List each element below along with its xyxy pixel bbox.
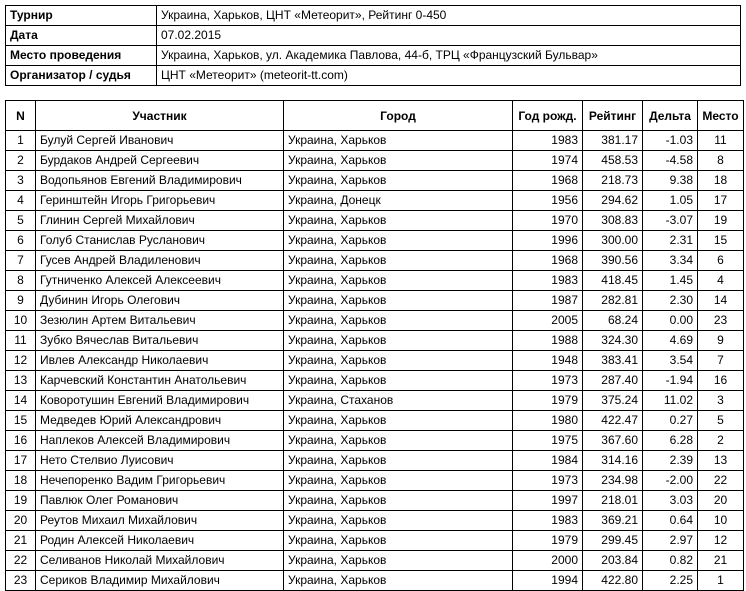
cell-place: 3 bbox=[698, 391, 744, 411]
cell-rating: 375.24 bbox=[583, 391, 643, 411]
cell-birth-year: 1948 bbox=[513, 351, 583, 371]
cell-place: 23 bbox=[698, 311, 744, 331]
cell-birth-year: 1994 bbox=[513, 571, 583, 591]
cell-delta: 3.54 bbox=[643, 351, 698, 371]
cell-place: 18 bbox=[698, 171, 744, 191]
cell-city: Украина, Харьков bbox=[284, 271, 513, 291]
cell-city: Украина, Харьков bbox=[284, 371, 513, 391]
cell-birth-year: 1973 bbox=[513, 471, 583, 491]
col-header-city: Город bbox=[284, 101, 513, 131]
cell-rating: 383.41 bbox=[583, 351, 643, 371]
cell-participant: Зезюлин Артем Витальевич bbox=[36, 311, 284, 331]
cell-birth-year: 1956 bbox=[513, 191, 583, 211]
cell-participant: Ивлев Александр Николаевич bbox=[36, 351, 284, 371]
cell-participant: Бурдаков Андрей Сергеевич bbox=[36, 151, 284, 171]
cell-participant: Булуй Сергей Иванович bbox=[36, 131, 284, 151]
cell-rating: 282.81 bbox=[583, 291, 643, 311]
cell-participant: Родин Алексей Николаевич bbox=[36, 531, 284, 551]
cell-city: Украина, Харьков bbox=[284, 251, 513, 271]
results-header-row bbox=[6, 101, 744, 131]
results-table bbox=[5, 100, 744, 591]
cell-city: Украина, Харьков bbox=[284, 351, 513, 371]
cell-n: 15 bbox=[6, 411, 36, 431]
cell-delta: 3.03 bbox=[643, 491, 698, 511]
cell-participant: Медведев Юрий Александрович bbox=[36, 411, 284, 431]
table-row bbox=[6, 231, 744, 251]
cell-participant: Водопьянов Евгений Владимирович bbox=[36, 171, 284, 191]
info-value: ЦНТ «Метеорит» (meteorit-tt.com) bbox=[157, 66, 741, 86]
cell-city: Украина, Харьков bbox=[284, 431, 513, 451]
cell-participant: Голуб Станислав Русланович bbox=[36, 231, 284, 251]
cell-n: 11 bbox=[6, 331, 36, 351]
cell-rating: 418.45 bbox=[583, 271, 643, 291]
cell-delta: 0.00 bbox=[643, 311, 698, 331]
cell-delta: -3.07 bbox=[643, 211, 698, 231]
cell-place: 5 bbox=[698, 411, 744, 431]
info-row bbox=[6, 26, 741, 46]
cell-place: 22 bbox=[698, 471, 744, 491]
cell-birth-year: 1987 bbox=[513, 291, 583, 311]
cell-birth-year: 1968 bbox=[513, 171, 583, 191]
cell-delta: -2.00 bbox=[643, 471, 698, 491]
cell-birth-year: 2000 bbox=[513, 551, 583, 571]
cell-city: Украина, Харьков bbox=[284, 211, 513, 231]
table-row bbox=[6, 391, 744, 411]
cell-delta: -1.94 bbox=[643, 371, 698, 391]
cell-place: 1 bbox=[698, 571, 744, 591]
table-row bbox=[6, 311, 744, 331]
cell-delta: -4.58 bbox=[643, 151, 698, 171]
cell-city: Украина, Харьков bbox=[284, 291, 513, 311]
cell-city: Украина, Харьков bbox=[284, 471, 513, 491]
cell-rating: 234.98 bbox=[583, 471, 643, 491]
cell-rating: 422.80 bbox=[583, 571, 643, 591]
cell-place: 9 bbox=[698, 331, 744, 351]
cell-city: Украина, Харьков bbox=[284, 131, 513, 151]
cell-rating: 390.56 bbox=[583, 251, 643, 271]
cell-delta: 1.45 bbox=[643, 271, 698, 291]
col-header-rating: Рейтинг bbox=[583, 101, 643, 131]
cell-place: 16 bbox=[698, 371, 744, 391]
table-row bbox=[6, 511, 744, 531]
col-header-place: Место bbox=[698, 101, 744, 131]
cell-birth-year: 1997 bbox=[513, 491, 583, 511]
table-row bbox=[6, 151, 744, 171]
table-row bbox=[6, 211, 744, 231]
cell-n: 13 bbox=[6, 371, 36, 391]
cell-n: 2 bbox=[6, 151, 36, 171]
cell-birth-year: 1973 bbox=[513, 371, 583, 391]
cell-place: 21 bbox=[698, 551, 744, 571]
cell-birth-year: 1996 bbox=[513, 231, 583, 251]
cell-n: 7 bbox=[6, 251, 36, 271]
cell-place: 20 bbox=[698, 491, 744, 511]
cell-participant: Дубинин Игорь Олегович bbox=[36, 291, 284, 311]
cell-place: 4 bbox=[698, 271, 744, 291]
cell-birth-year: 1979 bbox=[513, 391, 583, 411]
table-row bbox=[6, 191, 744, 211]
cell-city: Украина, Стаханов bbox=[284, 391, 513, 411]
cell-rating: 300.00 bbox=[583, 231, 643, 251]
cell-city: Украина, Харьков bbox=[284, 491, 513, 511]
cell-n: 16 bbox=[6, 431, 36, 451]
info-value: Украина, Харьков, ул. Академика Павлова, 44-б, ТРЦ «Французский Бульвар» bbox=[157, 46, 741, 66]
col-header-delta: Дельта bbox=[643, 101, 698, 131]
cell-birth-year: 1983 bbox=[513, 511, 583, 531]
cell-birth-year: 1983 bbox=[513, 131, 583, 151]
cell-rating: 458.53 bbox=[583, 151, 643, 171]
cell-n: 17 bbox=[6, 451, 36, 471]
info-value: 07.02.2015 bbox=[157, 26, 741, 46]
table-row bbox=[6, 291, 744, 311]
cell-delta: -1.03 bbox=[643, 131, 698, 151]
cell-participant: Селиванов Николай Михайлович bbox=[36, 551, 284, 571]
cell-rating: 294.62 bbox=[583, 191, 643, 211]
table-row bbox=[6, 571, 744, 591]
cell-participant: Наплеков Алексей Владимирович bbox=[36, 431, 284, 451]
cell-rating: 422.47 bbox=[583, 411, 643, 431]
cell-rating: 324.30 bbox=[583, 331, 643, 351]
table-row bbox=[6, 451, 744, 471]
cell-participant: Гусев Андрей Владиленович bbox=[36, 251, 284, 271]
cell-city: Украина, Харьков bbox=[284, 451, 513, 471]
cell-rating: 381.17 bbox=[583, 131, 643, 151]
cell-n: 3 bbox=[6, 171, 36, 191]
cell-city: Украина, Харьков bbox=[284, 151, 513, 171]
cell-rating: 299.45 bbox=[583, 531, 643, 551]
cell-place: 12 bbox=[698, 531, 744, 551]
cell-birth-year: 1970 bbox=[513, 211, 583, 231]
cell-rating: 314.16 bbox=[583, 451, 643, 471]
cell-rating: 369.21 bbox=[583, 511, 643, 531]
info-row bbox=[6, 46, 741, 66]
cell-city: Украина, Харьков bbox=[284, 311, 513, 331]
table-row bbox=[6, 531, 744, 551]
cell-city: Украина, Харьков bbox=[284, 551, 513, 571]
cell-participant: Карчевский Константин Анатольевич bbox=[36, 371, 284, 391]
table-row bbox=[6, 551, 744, 571]
cell-n: 1 bbox=[6, 131, 36, 151]
cell-delta: 2.31 bbox=[643, 231, 698, 251]
cell-place: 19 bbox=[698, 211, 744, 231]
cell-birth-year: 1980 bbox=[513, 411, 583, 431]
cell-city: Украина, Харьков bbox=[284, 531, 513, 551]
info-label: Турнир bbox=[6, 6, 157, 26]
cell-delta: 11.02 bbox=[643, 391, 698, 411]
cell-birth-year: 1984 bbox=[513, 451, 583, 471]
cell-n: 14 bbox=[6, 391, 36, 411]
table-row bbox=[6, 251, 744, 271]
cell-place: 15 bbox=[698, 231, 744, 251]
cell-delta: 2.30 bbox=[643, 291, 698, 311]
cell-city: Украина, Харьков bbox=[284, 331, 513, 351]
col-header-participant: Участник bbox=[36, 101, 284, 131]
cell-delta: 9.38 bbox=[643, 171, 698, 191]
cell-participant: Геринштейн Игорь Григорьевич bbox=[36, 191, 284, 211]
cell-n: 8 bbox=[6, 271, 36, 291]
cell-delta: 2.39 bbox=[643, 451, 698, 471]
cell-place: 17 bbox=[698, 191, 744, 211]
table-row bbox=[6, 331, 744, 351]
cell-delta: 0.64 bbox=[643, 511, 698, 531]
table-row bbox=[6, 131, 744, 151]
cell-place: 2 bbox=[698, 431, 744, 451]
table-row bbox=[6, 171, 744, 191]
cell-birth-year: 1975 bbox=[513, 431, 583, 451]
info-row bbox=[6, 66, 741, 86]
cell-city: Украина, Донецк bbox=[284, 191, 513, 211]
cell-n: 5 bbox=[6, 211, 36, 231]
cell-delta: 0.27 bbox=[643, 411, 698, 431]
cell-place: 14 bbox=[698, 291, 744, 311]
info-row bbox=[6, 6, 741, 26]
cell-city: Украина, Харьков bbox=[284, 171, 513, 191]
cell-n: 22 bbox=[6, 551, 36, 571]
cell-delta: 2.25 bbox=[643, 571, 698, 591]
table-row bbox=[6, 351, 744, 371]
cell-n: 18 bbox=[6, 471, 36, 491]
cell-n: 23 bbox=[6, 571, 36, 591]
info-value: Украина, Харьков, ЦНТ «Метеорит», Рейтинг 0-450 bbox=[157, 6, 741, 26]
cell-participant: Коворотушин Евгений Владимирович bbox=[36, 391, 284, 411]
cell-participant: Реутов Михаил Михайлович bbox=[36, 511, 284, 531]
cell-rating: 203.84 bbox=[583, 551, 643, 571]
cell-delta: 2.97 bbox=[643, 531, 698, 551]
cell-city: Украина, Харьков bbox=[284, 231, 513, 251]
cell-n: 6 bbox=[6, 231, 36, 251]
cell-participant: Глинин Сергей Михайлович bbox=[36, 211, 284, 231]
cell-rating: 308.83 bbox=[583, 211, 643, 231]
cell-birth-year: 2005 bbox=[513, 311, 583, 331]
cell-birth-year: 1968 bbox=[513, 251, 583, 271]
cell-participant: Нето Стелвио Луисович bbox=[36, 451, 284, 471]
cell-n: 10 bbox=[6, 311, 36, 331]
cell-participant: Сериков Владимир Михайлович bbox=[36, 571, 284, 591]
info-label: Место проведения bbox=[6, 46, 157, 66]
table-row bbox=[6, 271, 744, 291]
table-row bbox=[6, 431, 744, 451]
cell-birth-year: 1983 bbox=[513, 271, 583, 291]
cell-place: 10 bbox=[698, 511, 744, 531]
info-label: Дата bbox=[6, 26, 157, 46]
cell-participant: Нечепоренко Вадим Григорьевич bbox=[36, 471, 284, 491]
cell-participant: Павлюк Олег Романович bbox=[36, 491, 284, 511]
cell-n: 9 bbox=[6, 291, 36, 311]
table-row bbox=[6, 371, 744, 391]
cell-rating: 287.40 bbox=[583, 371, 643, 391]
cell-n: 19 bbox=[6, 491, 36, 511]
table-row bbox=[6, 491, 744, 511]
col-header-n: N bbox=[6, 101, 36, 131]
cell-participant: Зубко Вячеслав Витальевич bbox=[36, 331, 284, 351]
cell-delta: 0.82 bbox=[643, 551, 698, 571]
cell-delta: 3.34 bbox=[643, 251, 698, 271]
cell-n: 12 bbox=[6, 351, 36, 371]
cell-city: Украина, Харьков bbox=[284, 411, 513, 431]
table-row bbox=[6, 471, 744, 491]
cell-rating: 68.24 bbox=[583, 311, 643, 331]
cell-rating: 218.73 bbox=[583, 171, 643, 191]
cell-n: 20 bbox=[6, 511, 36, 531]
cell-n: 4 bbox=[6, 191, 36, 211]
cell-birth-year: 1974 bbox=[513, 151, 583, 171]
cell-rating: 218.01 bbox=[583, 491, 643, 511]
col-header-birth-year: Год рожд. bbox=[513, 101, 583, 131]
cell-delta: 4.69 bbox=[643, 331, 698, 351]
cell-participant: Гутниченко Алексей Алексеевич bbox=[36, 271, 284, 291]
cell-birth-year: 1988 bbox=[513, 331, 583, 351]
cell-place: 8 bbox=[698, 151, 744, 171]
cell-n: 21 bbox=[6, 531, 36, 551]
cell-birth-year: 1979 bbox=[513, 531, 583, 551]
cell-place: 6 bbox=[698, 251, 744, 271]
cell-rating: 367.60 bbox=[583, 431, 643, 451]
cell-city: Украина, Харьков bbox=[284, 571, 513, 591]
tournament-info-table bbox=[5, 5, 741, 86]
cell-place: 13 bbox=[698, 451, 744, 471]
cell-delta: 6.28 bbox=[643, 431, 698, 451]
table-row bbox=[6, 411, 744, 431]
cell-delta: 1.05 bbox=[643, 191, 698, 211]
cell-place: 7 bbox=[698, 351, 744, 371]
cell-place: 11 bbox=[698, 131, 744, 151]
info-label: Организатор / судья bbox=[6, 66, 157, 86]
cell-city: Украина, Харьков bbox=[284, 511, 513, 531]
